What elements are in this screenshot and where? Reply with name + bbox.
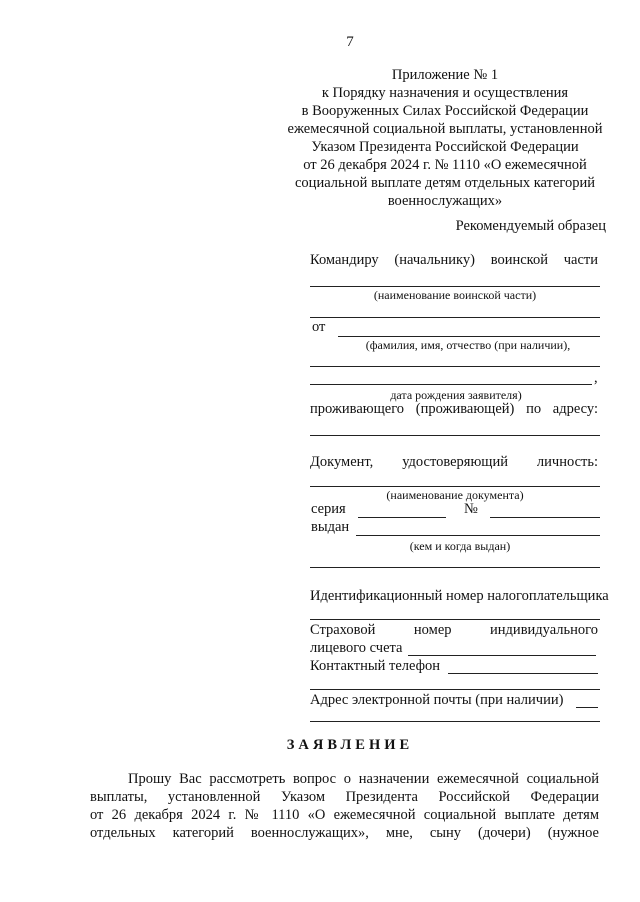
issued-line [356, 535, 600, 536]
inn-label: Идентификационный номер налогоплательщика [310, 588, 609, 604]
commander-line [310, 252, 598, 269]
sample-label: Рекомендуемый образец [455, 218, 606, 234]
document-line [310, 454, 598, 471]
statement-line: Прошу Вас рассмотреть вопрос о назначении ежемесячной социальной [128, 771, 599, 787]
appendix-line: ежемесячной социальной выплаты, установленной [287, 121, 603, 137]
appendix-line: военнослужащих» [387, 193, 503, 209]
snils-label-2: лицевого счета [310, 640, 403, 656]
statement-title: ЗАЯВЛЕНИЕ [286, 737, 414, 753]
document-name-hint: (наименование документа) [386, 488, 524, 502]
residence-word: адресу: [552, 401, 598, 417]
page-number: 7 [346, 34, 354, 50]
statement-body [90, 770, 599, 842]
commander-word: (начальнику) [394, 252, 475, 268]
document-word: личность: [536, 454, 598, 470]
address-line [310, 435, 600, 436]
unit-name-line [310, 286, 600, 287]
snils-word: индивидуального [490, 622, 598, 638]
appendix-line: Указом Президента Российской Федерации [311, 139, 579, 155]
from-label: от [312, 319, 326, 335]
appendix-header [270, 66, 620, 210]
appendix-line: в Вооруженных Силах Российской Федерации [301, 103, 589, 119]
number-label: № [464, 501, 478, 517]
applicant-name-hint: (фамилия, имя, отчество (при наличии), [365, 338, 571, 352]
issued-hint: (кем и когда выдан) [409, 539, 511, 553]
residence-line [310, 401, 598, 418]
inn-line [310, 619, 600, 620]
appendix-line: социальной выплате детям отдельных категорий [295, 175, 595, 191]
appendix-line: к Порядку назначения и осуществления [321, 85, 569, 101]
commander-word: части [563, 252, 598, 268]
issued-line-2 [310, 567, 600, 568]
phone-line [448, 673, 598, 674]
snils-word: номер [413, 622, 452, 638]
snils-line-field [408, 655, 596, 656]
issued-label: выдан [311, 519, 350, 535]
unit-name-line-2 [310, 317, 600, 318]
commander-word: воинской [490, 252, 548, 268]
email-label: Адрес электронной почты (при наличии) [310, 692, 564, 708]
document-word: Документ, [310, 454, 374, 470]
series-label: серия [311, 501, 346, 517]
document-word: удостоверяющий [402, 454, 508, 470]
statement-line: от 26 декабря 2024 г. № 1110 «О ежемесячной социальной выплате детям [90, 807, 599, 823]
series-line [358, 517, 446, 518]
applicant-name-line [338, 336, 600, 337]
residence-word: по [526, 401, 542, 417]
appendix-line: от 26 декабря 2024 г. № 1110 «О ежемесячной [303, 157, 587, 173]
email-line [576, 707, 598, 708]
document-name-line [310, 486, 600, 487]
comma: , [594, 370, 598, 386]
birth-date-hint: дата рождения заявителя) [390, 388, 522, 402]
statement-line: выплаты, установленной Указом Президента Российской Федерации [90, 789, 599, 805]
number-line [490, 517, 600, 518]
applicant-name-line-2 [310, 366, 600, 367]
snils-line [310, 622, 598, 639]
commander-word: Командиру [310, 252, 379, 268]
residence-word: (проживающей) [415, 401, 515, 417]
email-line-2 [310, 721, 600, 722]
phone-label: Контактный телефон [310, 658, 441, 674]
phone-line-2 [310, 689, 600, 690]
unit-name-hint: (наименование воинской части) [373, 288, 537, 302]
snils-word: Страховой [310, 622, 376, 638]
residence-word: проживающего [310, 401, 405, 417]
appendix-line: Приложение № 1 [391, 67, 499, 83]
statement-line: отдельных категорий военнослужащих», мне, сыну (дочери) (нужное [90, 825, 599, 841]
birth-date-line [310, 384, 592, 385]
